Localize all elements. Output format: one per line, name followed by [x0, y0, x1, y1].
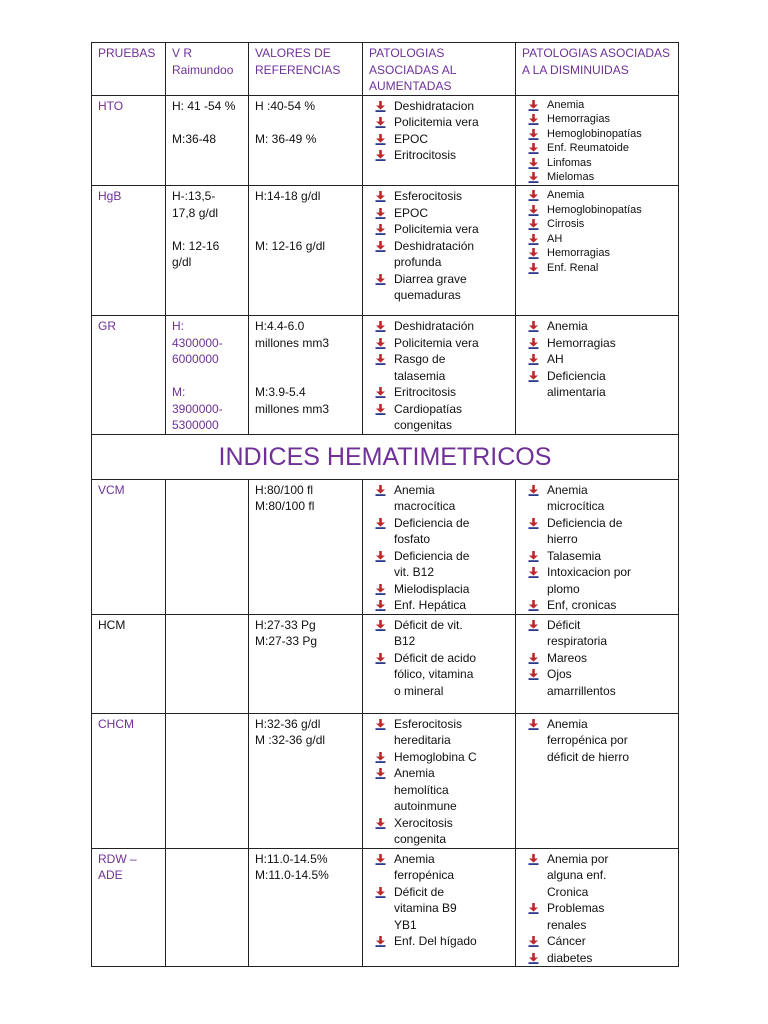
list-item-text: Deficiencia alimentaria: [547, 368, 606, 400]
header-patologias-disminuidas: PATOLOGIAS ASOCIADAS A LA DISMINUIDAS: [516, 43, 679, 96]
pathologies-increased: [363, 186, 516, 316]
arrow-down-bar-icon: [528, 129, 539, 140]
arrow-down-bar-icon: [528, 936, 539, 947]
table-row: [92, 614, 679, 713]
list-item-text: Esferocitosis hereditaria: [394, 716, 463, 748]
list-item-text: Cardiopatías congenitas: [394, 401, 463, 433]
reference-values: H:80/100 fl M:80/100 fl: [249, 479, 363, 614]
list-item-text: Hemorragias: [547, 247, 610, 260]
arrow-down-bar-icon: [528, 219, 539, 230]
list-item: [369, 548, 509, 581]
list-item: [522, 170, 672, 185]
list-item-text: Anemia: [547, 319, 588, 334]
list-item: [369, 933, 509, 950]
header-patologias-aumentadas: PATOLOGIAS ASOCIADAS AL AUMENTADAS: [363, 43, 516, 96]
arrow-down-bar-icon: [528, 953, 539, 964]
vr-values: [166, 848, 249, 967]
list-item: [369, 401, 509, 434]
list-item-text: Cáncer: [547, 934, 586, 949]
list-item: [522, 188, 672, 203]
test-name: CHCM: [92, 713, 166, 848]
arrow-down-bar-icon: [528, 620, 539, 631]
vr-values: [166, 713, 249, 848]
reference-values: H:14-18 g/dl M: 12-16 g/dl: [249, 186, 363, 316]
list-item: [522, 232, 672, 247]
list-item-text: Anemia por alguna enf. Cronica: [547, 851, 609, 899]
list-item-text: Eritrocitosis: [394, 148, 457, 162]
list-item: [369, 271, 509, 304]
arrow-down-bar-icon: [375, 134, 386, 145]
list-item-text: Problemas renales: [547, 901, 605, 932]
arrow-down-bar-icon: [528, 669, 539, 680]
section-row: [92, 434, 679, 479]
list-item-text: Mielomas: [547, 171, 595, 184]
arrow-down-bar-icon: [375, 208, 386, 219]
pathologies-increased: [363, 713, 516, 848]
list-item-text: Hemorragias: [547, 335, 616, 350]
list-item: [522, 933, 672, 950]
list-item: [522, 368, 672, 401]
list-item-text: Hemoglobinopatías: [547, 203, 642, 216]
pathologies-increased: [363, 479, 516, 614]
list-item: [369, 205, 509, 222]
list-item-text: Deshidratación: [394, 319, 475, 334]
list-item-text: Anemia hemolítica autoinmune: [394, 766, 457, 814]
list-item: [522, 548, 672, 565]
list-item: [369, 617, 509, 650]
list-item: [369, 384, 509, 401]
list-item-text: Anemia microcítica: [547, 482, 605, 514]
arrow-down-bar-icon: [528, 518, 539, 529]
table-row: [92, 316, 679, 435]
list-item: [522, 900, 672, 933]
list-item: [522, 851, 672, 901]
list-item-text: EPOC: [394, 131, 429, 146]
list-item: [369, 581, 509, 598]
arrow-down-bar-icon: [375, 387, 386, 398]
pathologies-decreased: [516, 186, 679, 316]
list-item-text: Enf, cronicas: [547, 598, 617, 613]
list-item-text: Déficit respiratoria: [547, 617, 608, 649]
list-item-text: Mareos: [547, 650, 588, 665]
list-item: [369, 851, 509, 884]
arrow-down-bar-icon: [375, 224, 386, 235]
list-item: [369, 650, 509, 700]
reference-values: H:4.4-6.0 millones mm3 M:3.9-5.4 millones mm3: [249, 316, 363, 435]
arrow-down-bar-icon: [528, 903, 539, 914]
list-item: [369, 515, 509, 548]
hematology-table: [91, 42, 679, 967]
list-item-text: Eritrocitosis: [394, 385, 457, 400]
list-item-text: Anemia: [547, 189, 585, 202]
list-item: [369, 188, 509, 205]
list-item-text: Policitemia vera: [394, 115, 479, 129]
list-item: [522, 597, 672, 614]
list-item: [522, 127, 672, 142]
list-item-text: Enf. Reumatoide: [547, 142, 629, 155]
list-item-text: Deficiencia de hierro: [547, 515, 623, 547]
list-item-text: Enf. Del hígado: [394, 934, 477, 949]
list-item-text: Anemia ferropénica: [394, 851, 455, 883]
table-row: [92, 479, 679, 614]
pathologies-increased: [363, 848, 516, 967]
list-item: [522, 217, 672, 232]
pathologies-increased: [363, 316, 516, 435]
list-item: [522, 318, 672, 335]
list-item-text: Deshidratacion: [394, 98, 475, 113]
arrow-down-bar-icon: [375, 518, 386, 529]
arrow-down-bar-icon: [528, 143, 539, 154]
test-name: VCM: [92, 479, 166, 614]
arrow-down-bar-icon: [375, 241, 386, 252]
table-row: [92, 713, 679, 848]
table-row: [92, 186, 679, 316]
header-valores-referencias: VALORES DE REFERENCIAS: [249, 43, 363, 96]
arrow-down-bar-icon: [375, 354, 386, 365]
arrow-down-bar-icon: [375, 719, 386, 730]
list-item: [369, 351, 509, 384]
list-item: [522, 246, 672, 261]
list-item-text: Enf. Renal: [547, 262, 599, 275]
test-name: HgB: [92, 186, 166, 316]
list-item: [369, 482, 509, 515]
header-pruebas: PRUEBAS: [92, 43, 166, 96]
arrow-down-bar-icon: [528, 551, 539, 562]
list-item: [522, 351, 672, 368]
list-item: [522, 335, 672, 352]
arrow-down-bar-icon: [375, 274, 386, 285]
list-item: [522, 950, 672, 967]
test-name: GR: [92, 316, 166, 435]
arrow-down-bar-icon: [528, 321, 539, 332]
arrow-down-bar-icon: [528, 172, 539, 183]
list-item-text: Enf. Hepática: [394, 598, 467, 613]
table-row: [92, 95, 679, 186]
list-item-text: EPOC: [394, 205, 429, 220]
arrow-down-bar-icon: [375, 887, 386, 898]
arrow-down-bar-icon: [375, 584, 386, 595]
arrow-down-bar-icon: [375, 191, 386, 202]
list-item: [369, 884, 509, 934]
list-item-text: Hemorragias: [547, 113, 610, 126]
list-item-text: Intoxicacion por plomo: [547, 565, 632, 596]
list-item: [369, 749, 509, 766]
list-item-text: Mielodisplacia: [394, 581, 470, 596]
list-item: [369, 98, 509, 115]
list-item: [522, 112, 672, 127]
arrow-down-bar-icon: [528, 263, 539, 274]
list-item-text: Ojos amarrillentos: [547, 667, 616, 698]
list-item: [369, 716, 509, 749]
arrow-down-bar-icon: [375, 551, 386, 562]
arrow-down-bar-icon: [375, 321, 386, 332]
arrow-down-bar-icon: [375, 600, 386, 611]
list-item: [369, 131, 509, 148]
list-item: [522, 666, 672, 699]
table-row: [92, 848, 679, 967]
list-item-text: AH: [547, 232, 563, 245]
pathologies-decreased: [516, 479, 679, 614]
list-item-text: Hemoglobina C: [394, 749, 477, 764]
arrow-down-bar-icon: [528, 719, 539, 730]
arrow-down-bar-icon: [375, 620, 386, 631]
vr-values: [166, 479, 249, 614]
header-row: [92, 43, 679, 96]
arrow-down-bar-icon: [528, 248, 539, 259]
arrow-down-bar-icon: [528, 354, 539, 365]
list-item: [522, 141, 672, 156]
vr-values: [166, 614, 249, 713]
arrow-down-bar-icon: [375, 854, 386, 865]
arrow-down-bar-icon: [375, 768, 386, 779]
list-item-text: Anemia: [547, 98, 585, 111]
arrow-down-bar-icon: [528, 100, 539, 111]
list-item-text: diabetes: [547, 950, 593, 965]
arrow-down-bar-icon: [375, 485, 386, 496]
arrow-down-bar-icon: [375, 117, 386, 128]
header-vr-raimundoo: V R Raimundoo: [166, 43, 249, 96]
list-item: [369, 147, 509, 164]
list-item-text: Linfomas: [547, 156, 592, 169]
list-item: [522, 617, 672, 650]
list-item: [522, 261, 672, 276]
list-item-text: Esferocitosis: [394, 189, 463, 204]
pathologies-increased: [363, 614, 516, 713]
list-item: [369, 597, 509, 614]
arrow-down-bar-icon: [528, 485, 539, 496]
vr-values: H-:13,5- 17,8 g/dl M: 12-16 g/dl: [166, 186, 249, 316]
list-item: [369, 114, 509, 131]
list-item: [522, 98, 672, 113]
reference-values: H:11.0-14.5% M:11.0-14.5%: [249, 848, 363, 967]
arrow-down-bar-icon: [375, 101, 386, 112]
arrow-down-bar-icon: [528, 653, 539, 664]
arrow-down-bar-icon: [528, 567, 539, 578]
list-item-text: Anemia ferropénica por déficit de hierro: [547, 716, 630, 764]
arrow-down-bar-icon: [375, 338, 386, 349]
list-item-text: AH: [547, 352, 564, 367]
list-item-text: Talasemia: [547, 548, 602, 563]
arrow-down-bar-icon: [375, 404, 386, 415]
list-item: [369, 221, 509, 238]
list-item-text: Cirrosis: [547, 218, 585, 231]
pathologies-decreased: [516, 713, 679, 848]
list-item-text: Déficit de vitamina B9 YB1: [394, 884, 457, 932]
arrow-down-bar-icon: [528, 600, 539, 611]
pathologies-decreased: [516, 614, 679, 713]
arrow-down-bar-icon: [375, 653, 386, 664]
arrow-down-bar-icon: [528, 114, 539, 125]
list-item-text: Deficiencia de vit. B12: [394, 548, 470, 580]
list-item: [369, 335, 509, 352]
list-item: [522, 482, 672, 515]
reference-values: H:32-36 g/dl M :32-36 g/dl: [249, 713, 363, 848]
list-item-text: Diarrea grave quemaduras: [394, 271, 467, 303]
list-item-text: Anemia macrocítica: [394, 482, 456, 514]
arrow-down-bar-icon: [528, 338, 539, 349]
list-item: [522, 156, 672, 171]
list-item-text: Policitemia vera: [394, 335, 479, 350]
list-item: [522, 564, 672, 597]
list-item: [522, 650, 672, 667]
list-item-text: Policitemia vera: [394, 222, 479, 237]
list-item-text: Hemoglobinopatías: [547, 127, 642, 140]
list-item: [522, 515, 672, 548]
arrow-down-bar-icon: [528, 371, 539, 382]
test-name: HTO: [92, 95, 166, 186]
arrow-down-bar-icon: [528, 205, 539, 216]
arrow-down-bar-icon: [375, 818, 386, 829]
list-item: [369, 238, 509, 271]
arrow-down-bar-icon: [375, 150, 386, 161]
list-item-text: Deficiencia de fosfato: [394, 515, 470, 547]
list-item: [522, 203, 672, 218]
list-item-text: Déficit de acido fólico, vitamina o mineral: [394, 650, 477, 698]
list-item: [369, 318, 509, 335]
list-item-text: Rasgo de talasemia: [394, 352, 446, 383]
list-item-text: Déficit de vit. B12: [394, 617, 463, 649]
pathologies-decreased: [516, 95, 679, 186]
list-item: [369, 765, 509, 815]
pathologies-increased: [363, 95, 516, 186]
pathologies-decreased: [516, 316, 679, 435]
arrow-down-bar-icon: [528, 854, 539, 865]
reference-values: H:27-33 Pg M:27-33 Pg: [249, 614, 363, 713]
vr-values: H: 4300000- 6000000 M: 3900000- 5300000: [166, 316, 249, 435]
test-name: RDW – ADE: [92, 848, 166, 967]
vr-values: H: 41 -54 % M:36-48: [166, 95, 249, 186]
list-item: [369, 815, 509, 848]
test-name: HCM: [92, 614, 166, 713]
arrow-down-bar-icon: [375, 752, 386, 763]
pathologies-decreased: [516, 848, 679, 967]
section-title: INDICES HEMATIMETRICOS: [92, 434, 679, 479]
arrow-down-bar-icon: [528, 190, 539, 201]
list-item: [522, 716, 672, 766]
arrow-down-bar-icon: [375, 936, 386, 947]
list-item-text: Deshidratación profunda: [394, 238, 475, 270]
arrow-down-bar-icon: [528, 234, 539, 245]
arrow-down-bar-icon: [528, 158, 539, 169]
list-item-text: Xerocitosis congenita: [394, 815, 453, 847]
reference-values: H :40-54 % M: 36-49 %: [249, 95, 363, 186]
